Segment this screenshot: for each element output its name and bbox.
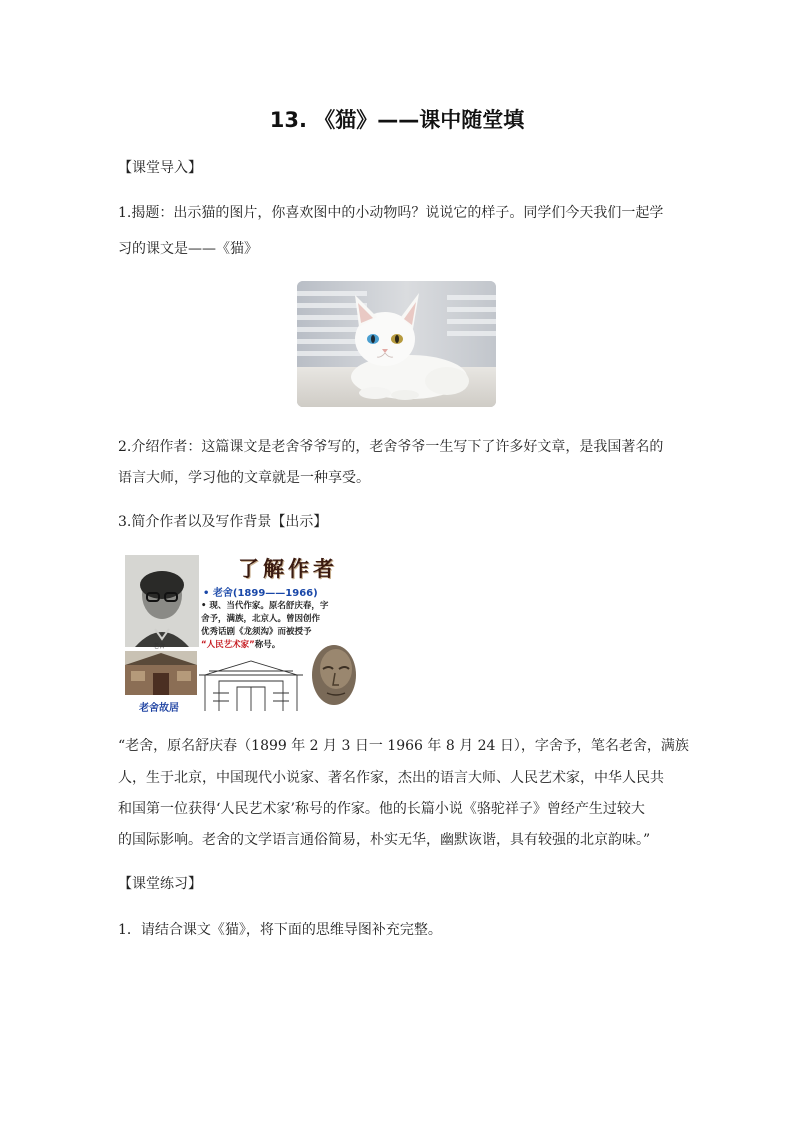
item3-line: 3.简介作者以及写作背景【出示】 [118, 514, 328, 530]
figure-text-line: 优秀话剧《龙须沟》而被授予 [201, 627, 312, 637]
quote-line4: 的国际影响。老舍的文学语言通俗简易，朴实无华，幽默诙谐，具有较强的北京韵味。” [118, 832, 651, 848]
figure-author-name: • 老舍(1899——1966) [203, 588, 318, 599]
section-heading-practice: 【课堂练习】 [118, 876, 202, 892]
author-portrait [125, 555, 199, 647]
gate-sketch [199, 653, 303, 713]
residence-caption: 老舍故居 [139, 703, 179, 713]
quote-line2: 人，生于北京，中国现代小说家、著名作家，杰出的语言大师、人民艺术家，中华人民共 [118, 770, 664, 786]
figure-text-rest: 称号。 [254, 640, 281, 650]
item1-line2: 习的课文是——《猫》 [118, 241, 258, 257]
sculpture-head [305, 639, 363, 713]
residence-photo [125, 651, 197, 695]
practice-item1: 1．请结合课文《猫》，将下面的思维导图补充完整。 [118, 922, 442, 938]
item2-line2: 语言大师，学习他的文章就是一种享受。 [118, 470, 370, 486]
page-title: 13. 《猫》——课中随堂填 [269, 108, 525, 132]
figure-text-highlight: “人民艺术家” [201, 640, 255, 650]
quote-line3: 和国第一位获得‘人民艺术家’称号的作家。他的长篇小说《骆驼祥子》曾经产生过较大 [118, 801, 645, 817]
quote-line1: “老舍，原名舒庆春（1899 年 2 月 3 日一 1966 年 8 月 24 日），字舍予，笔名老舍，满族 [118, 738, 689, 754]
section-heading-intro: 【课堂导入】 [118, 160, 202, 176]
figure-heading: 了解作者 [238, 556, 338, 581]
portrait-caption: 老舍 [153, 643, 166, 650]
item1-line1: 1.揭题：出示猫的图片，你喜欢图中的小动物吗？说说它的样子。同学们今天我们一起学 [118, 205, 664, 221]
cat-photo [297, 281, 496, 407]
figure-text-line: 舍予，满族，北京人。曾因创作 [201, 614, 321, 624]
author-info-figure [125, 553, 365, 713]
item2-line1: 2.介绍作者：这篇课文是老舍爷爷写的，老舍爷爷一生写下了许多好文章，是我国著名的 [118, 439, 664, 455]
figure-text-line: • 现、当代作家。原名舒庆春，字 [201, 601, 329, 611]
